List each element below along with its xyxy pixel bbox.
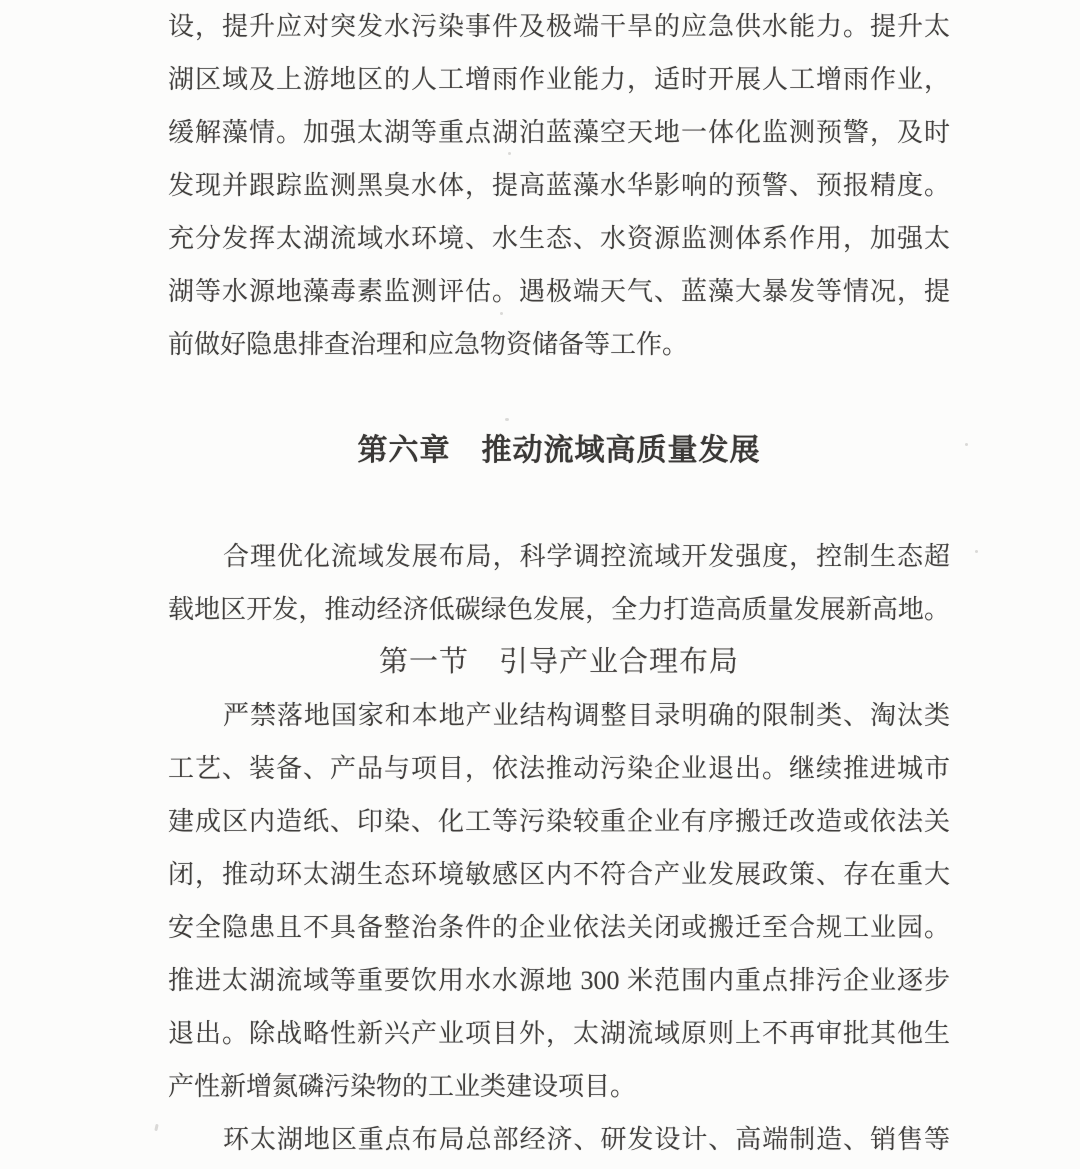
body-text-line: 缓解藻情。加强太湖等重点湖泊蓝藻空天地一体化监测预警，及时 bbox=[168, 118, 950, 147]
scan-speck bbox=[505, 418, 509, 421]
body-text-line: 载地区开发，推动经济低碳绿色发展，全力打造高质量发展新高地。 bbox=[168, 595, 950, 624]
body-text-line: 建成区内造纸、印染、化工等污染较重企业有序搬迁改造或依法关 bbox=[168, 807, 950, 836]
document-body bbox=[168, 0, 950, 1166]
body-text-line: 前做好隐患排查治理和应急物资储备等工作。 bbox=[168, 330, 689, 359]
section-heading: 第一节 引导产业合理布局 bbox=[378, 646, 739, 678]
scan-speck bbox=[508, 152, 511, 155]
body-text-line: 充分发挥太湖流域水环境、水生态、水资源监测体系作用，加强太 bbox=[168, 224, 950, 253]
body-text-line: 工艺、装备、产品与项目，依法推动污染企业退出。继续推进城市 bbox=[168, 754, 950, 783]
chapter-heading: 第六章 推动流域高质量发展 bbox=[357, 434, 761, 467]
body-text-line: 湖等水源地藻毒素监测评估。遇极端天气、蓝藻大暴发等情况，提 bbox=[168, 277, 950, 306]
body-text-line: 设，提升应对突发水污染事件及极端干旱的应急供水能力。提升太 bbox=[168, 12, 950, 41]
body-text-line: 推进太湖流域等重要饮用水水源地 300 米范围内重点排污企业逐步 bbox=[168, 966, 950, 995]
body-text-line: 湖区域及上游地区的人工增雨作业能力，适时开展人工增雨作业， bbox=[168, 65, 950, 94]
body-text-line: 退出。除战略性新兴产业项目外，太湖流域原则上不再审批其他生 bbox=[168, 1019, 950, 1048]
scan-speck bbox=[154, 1124, 158, 1131]
body-text-line: 产性新增氮磷污染物的工业类建设项目。 bbox=[168, 1072, 637, 1101]
body-text-line: 闭，推动环太湖生态环境敏感区内不符合产业发展政策、存在重大 bbox=[168, 860, 950, 889]
body-text-line: 严禁落地国家和本地产业结构调整目录明确的限制类、淘汰类 bbox=[223, 701, 950, 730]
body-text-line: 合理优化流域发展布局，科学调控流域开发强度，控制生态超 bbox=[223, 542, 950, 571]
body-text-line: 发现并跟踪监测黑臭水体，提高蓝藻水华影响的预警、预报精度。 bbox=[168, 171, 950, 200]
scan-speck bbox=[500, 312, 503, 315]
body-text-line: 安全隐患且不具备整治条件的企业依法关闭或搬迁至合规工业园。 bbox=[168, 913, 950, 942]
scan-speck bbox=[975, 550, 978, 553]
scan-speck bbox=[965, 443, 968, 446]
body-text-line: 环太湖地区重点布局总部经济、研发设计、高端制造、销售等 bbox=[223, 1125, 950, 1154]
